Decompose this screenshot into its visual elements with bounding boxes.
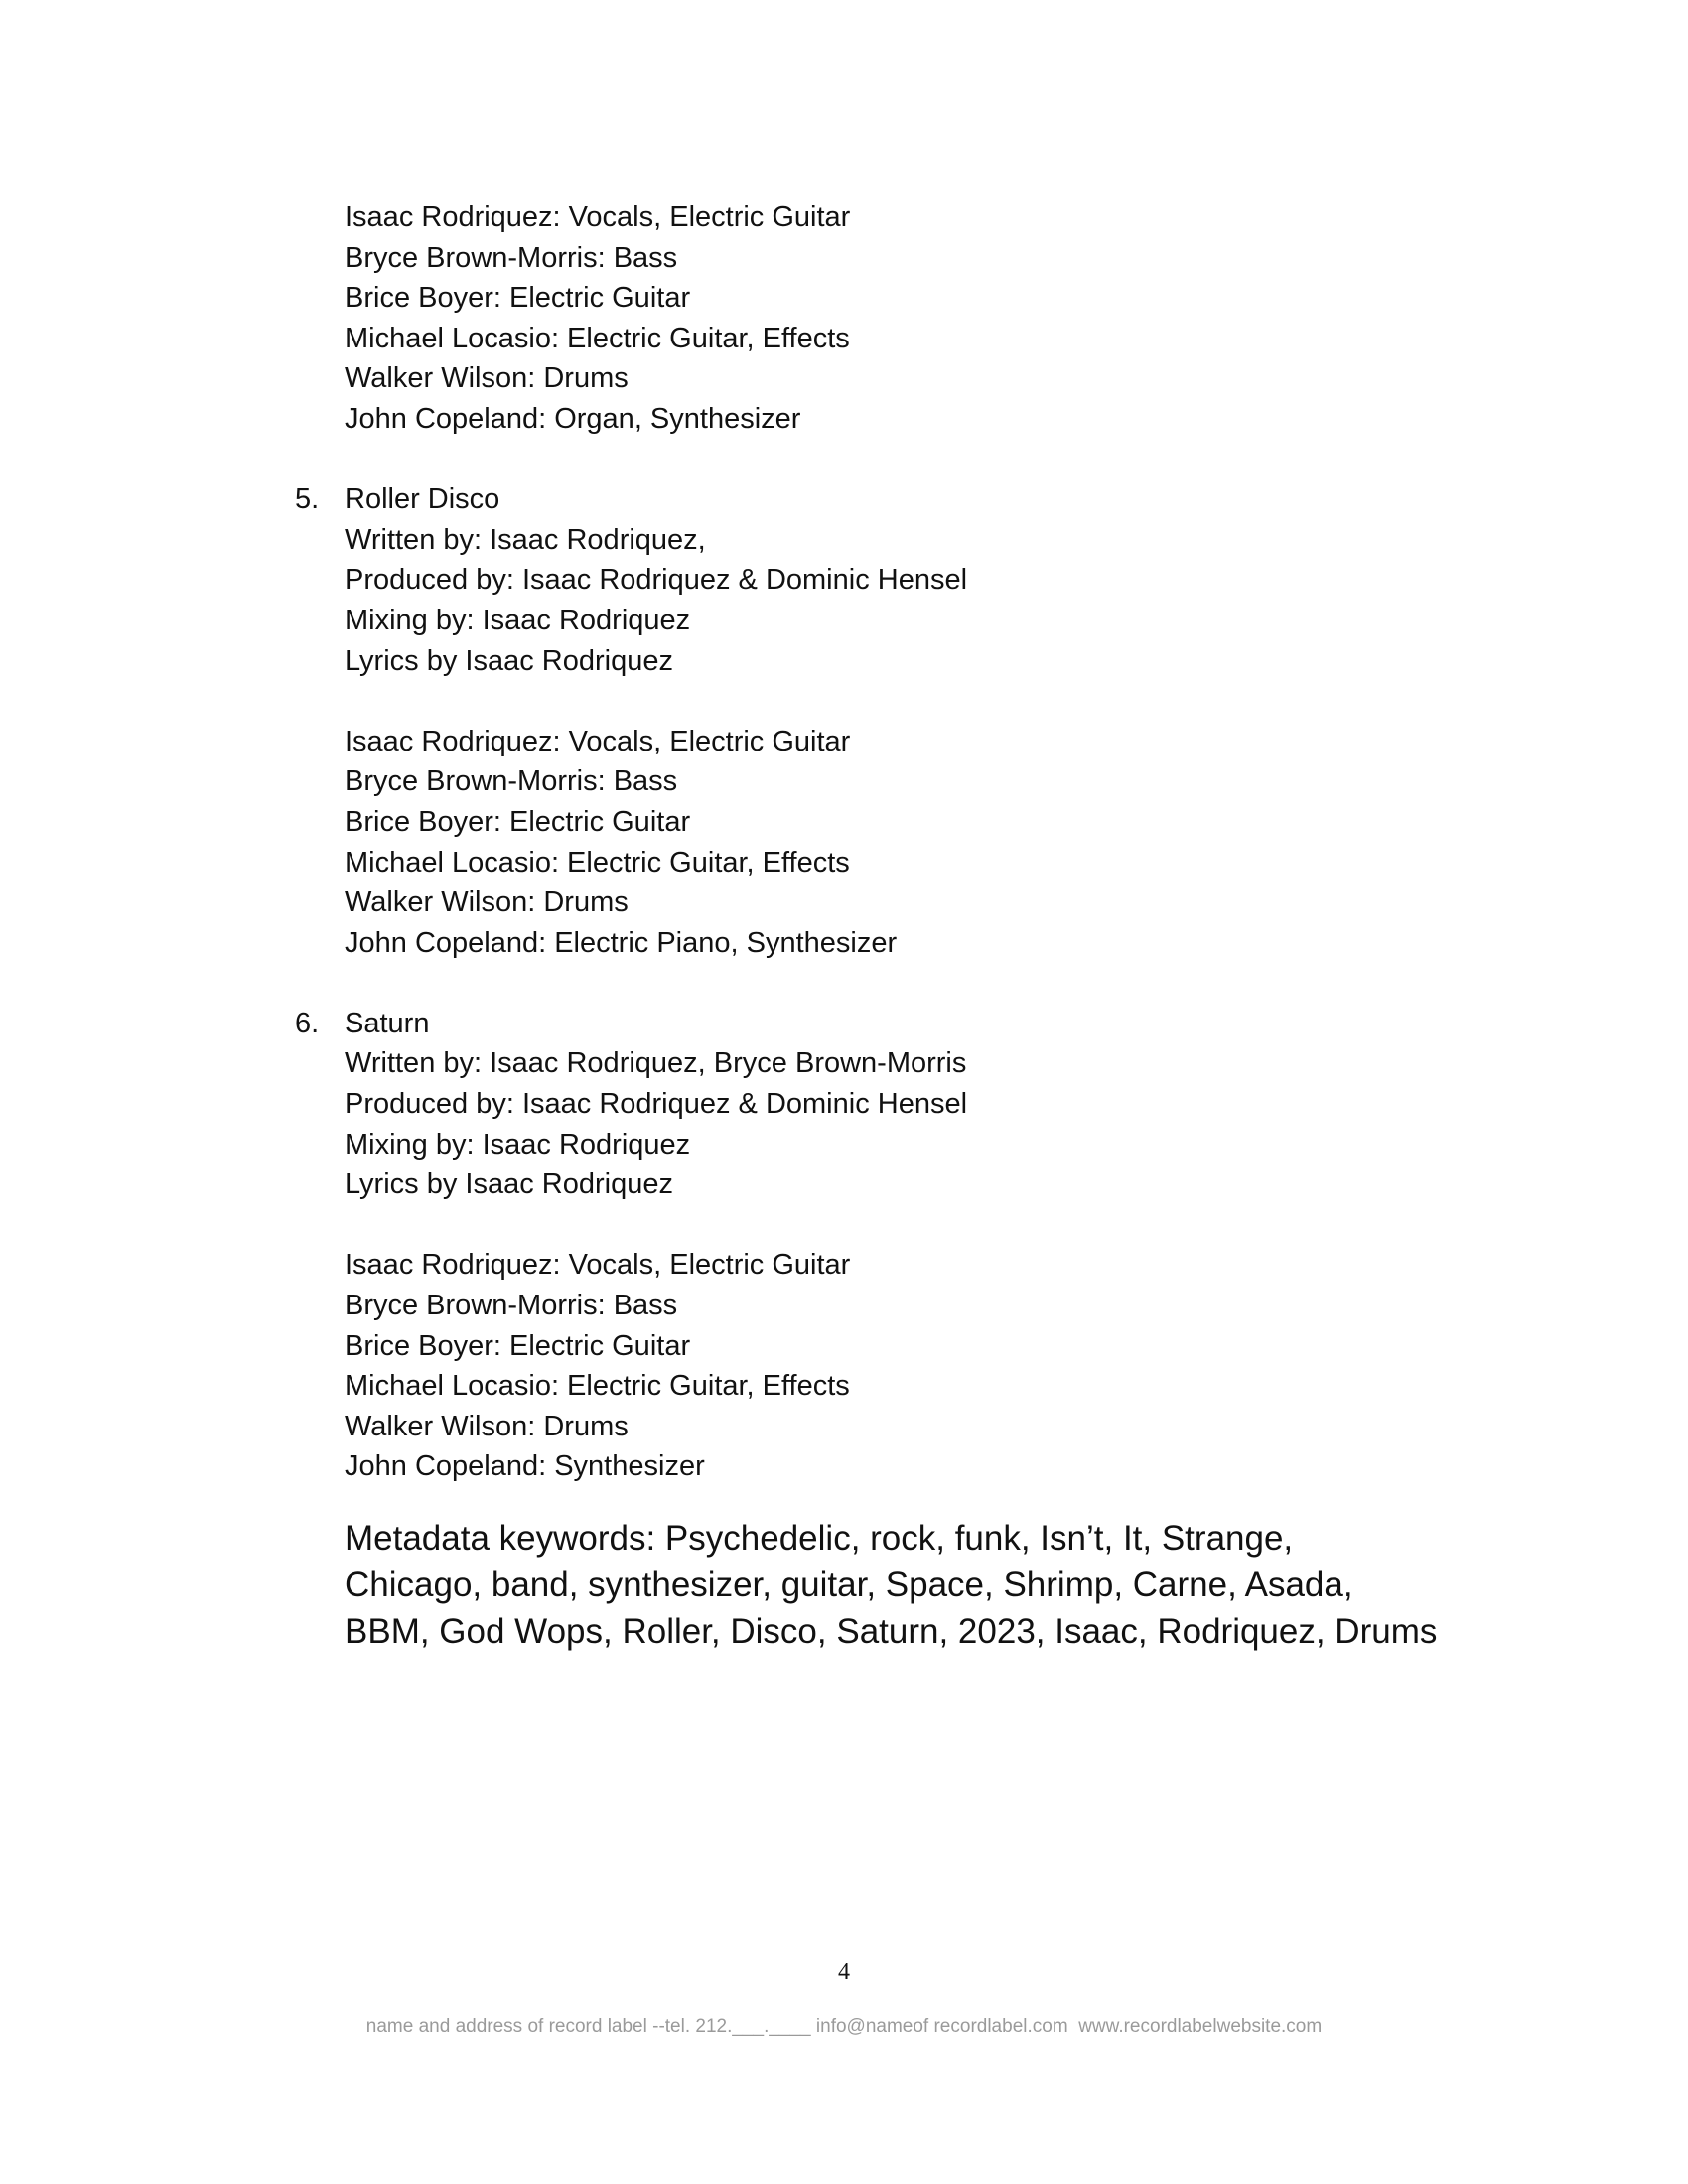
track-5 [295, 479, 1536, 963]
page-number: 4 [838, 1959, 850, 1984]
performer-line: Isaac Rodriquez: Vocals, Electric Guitar [345, 202, 851, 233]
produced-by: Produced by: Isaac Rodriquez & Dominic Hensel [345, 1088, 968, 1121]
performer-line: Michael Locasio: Electric Guitar, Effects [345, 846, 850, 879]
metadata-line: BBM, God Wops, Roller, Disco, Saturn, 2023, Isaac, Rodriquez, Drums [345, 1612, 1438, 1651]
performer-line: John Copeland: Electric Piano, Synthesizer [345, 926, 898, 959]
mixing-by: Mixing by: Isaac Rodriquez [345, 1128, 691, 1160]
track-4-performers [345, 198, 1536, 440]
performer-line: John Copeland: Synthesizer [345, 1450, 705, 1483]
spacer [345, 440, 1536, 480]
performer-line: Michael Locasio: Electric Guitar, Effects [345, 322, 850, 354]
performer-line: Brice Boyer: Electric Guitar [345, 1329, 691, 1362]
spacer [345, 963, 1536, 1004]
produced-by: Produced by: Isaac Rodriquez & Dominic Hensel [345, 564, 968, 597]
performer-line: Brice Boyer: Electric Guitar [345, 805, 691, 838]
performer-line: Walker Wilson: Drums [345, 1410, 629, 1442]
performer-line: John Copeland: Organ, Synthesizer [345, 402, 801, 435]
performer-line: Bryce Brown-Morris: Bass [345, 1290, 678, 1322]
spacer [345, 681, 1536, 722]
metadata-line: Chicago, band, synthesizer, guitar, Space, Shrimp, Carne, Asada, [345, 1566, 1353, 1604]
written-by: Written by: Isaac Rodriquez, Bryce Brown-Morris [345, 1047, 967, 1080]
metadata-keywords [345, 1515, 1457, 1655]
credits-content [295, 198, 1536, 1655]
performer-line: Michael Locasio: Electric Guitar, Effects [345, 1370, 850, 1403]
lyrics-by: Lyrics by Isaac Rodriquez [345, 644, 673, 677]
track-heading [295, 1004, 1536, 1044]
mixing-by: Mixing by: Isaac Rodriquez [345, 604, 691, 636]
track-6 [295, 1004, 1536, 1487]
track-title: Saturn [345, 1007, 430, 1039]
performer-line: Isaac Rodriquez: Vocals, Electric Guitar [345, 1249, 851, 1282]
track-title: Roller Disco [345, 483, 500, 516]
performer-line: Brice Boyer: Electric Guitar [345, 282, 691, 315]
performer-line: Isaac Rodriquez: Vocals, Electric Guitar [345, 725, 851, 757]
performer-line: Bryce Brown-Morris: Bass [345, 765, 678, 798]
written-by: Written by: Isaac Rodriquez, [345, 523, 706, 556]
track-number: 5. [295, 483, 320, 516]
metadata-line: Metadata keywords: Psychedelic, rock, funk, Isn’t, It, Strange, [345, 1519, 1294, 1558]
track-heading [295, 479, 1536, 520]
footer-contact: name and address of record label --tel. 212.___.____ info@nameof recordlabel.com www.recordlabelwebsite.com [365, 2016, 1323, 2037]
performer-line: Walker Wilson: Drums [345, 887, 629, 919]
spacer [345, 1205, 1536, 1246]
track-number: 6. [295, 1007, 320, 1039]
lyrics-by: Lyrics by Isaac Rodriquez [345, 1168, 673, 1201]
performer-line: Bryce Brown-Morris: Bass [345, 241, 678, 274]
performer-line: Walker Wilson: Drums [345, 362, 629, 395]
